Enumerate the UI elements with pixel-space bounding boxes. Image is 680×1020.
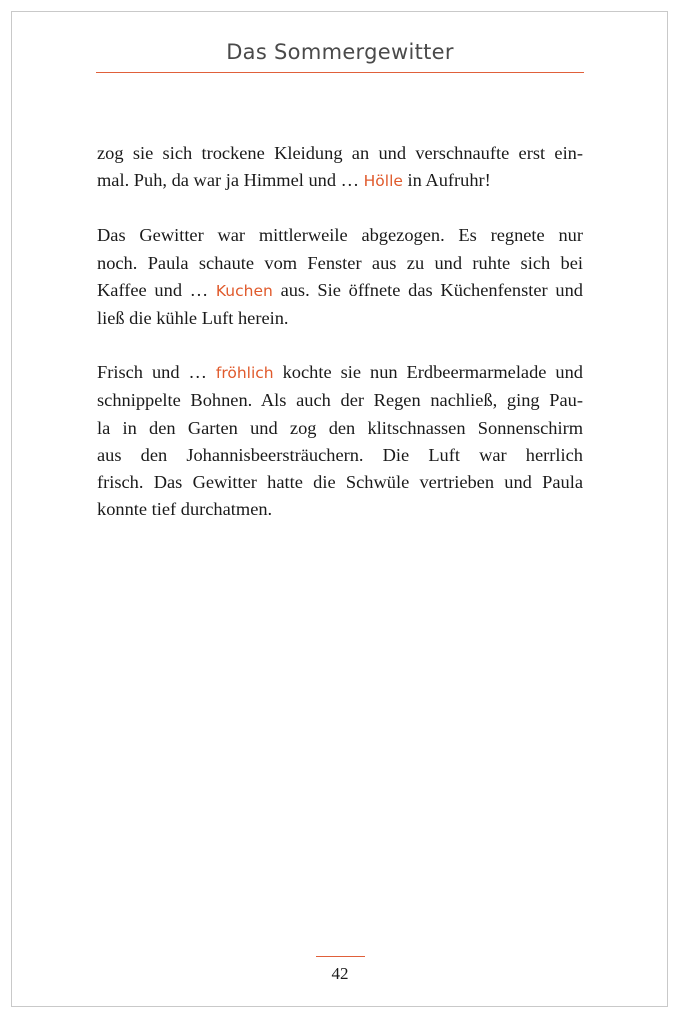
- highlighted-word: Kuchen: [215, 281, 273, 300]
- running-header-title: Das Sommergewitter: [226, 40, 454, 64]
- text-line: la in den Garten und zog den klitschnassen Sonnenschirm: [97, 417, 583, 438]
- text-line: schnippelte Bohnen. Als auch der Regen nachließ, ging Pau-: [97, 390, 583, 411]
- text-line: aus den Johannisbeersträuchern. Die Luft war herrlich: [97, 444, 583, 465]
- highlighted-word: Hölle: [363, 172, 403, 191]
- text-line: ließ die kühle Luft herein.: [97, 308, 289, 329]
- text-line: mal. Puh, da war ja Himmel und … Hölle in Aufruhr!: [97, 170, 491, 191]
- paragraph: [97, 359, 583, 523]
- footer-rule: [316, 956, 365, 957]
- text-line: Frisch und … fröhlich kochte sie nun Erdbeermarmelade und: [97, 362, 584, 383]
- highlighted-word: fröhlich: [215, 364, 274, 383]
- text-line: Kaffee und … Kuchen aus. Sie öffnete das Küchenfenster und: [97, 279, 583, 300]
- text-line: Das Gewitter war mittlerweile abgezogen. Es regnete nur: [97, 225, 583, 246]
- body-text: [97, 140, 583, 550]
- paragraph: [97, 222, 583, 332]
- page-number: 42: [331, 964, 349, 983]
- text-line: noch. Paula schaute vom Fenster aus zu und ruhte sich bei: [97, 252, 583, 273]
- text-line: konnte tief durchatmen.: [97, 499, 273, 520]
- text-line: zog sie sich trockene Kleidung an und verschnaufte erst ein-: [97, 143, 583, 163]
- text-line: frisch. Das Gewitter hatte die Schwüle vertrieben und Paula: [97, 472, 583, 493]
- header-rule: [96, 72, 584, 73]
- paragraph: [97, 140, 583, 195]
